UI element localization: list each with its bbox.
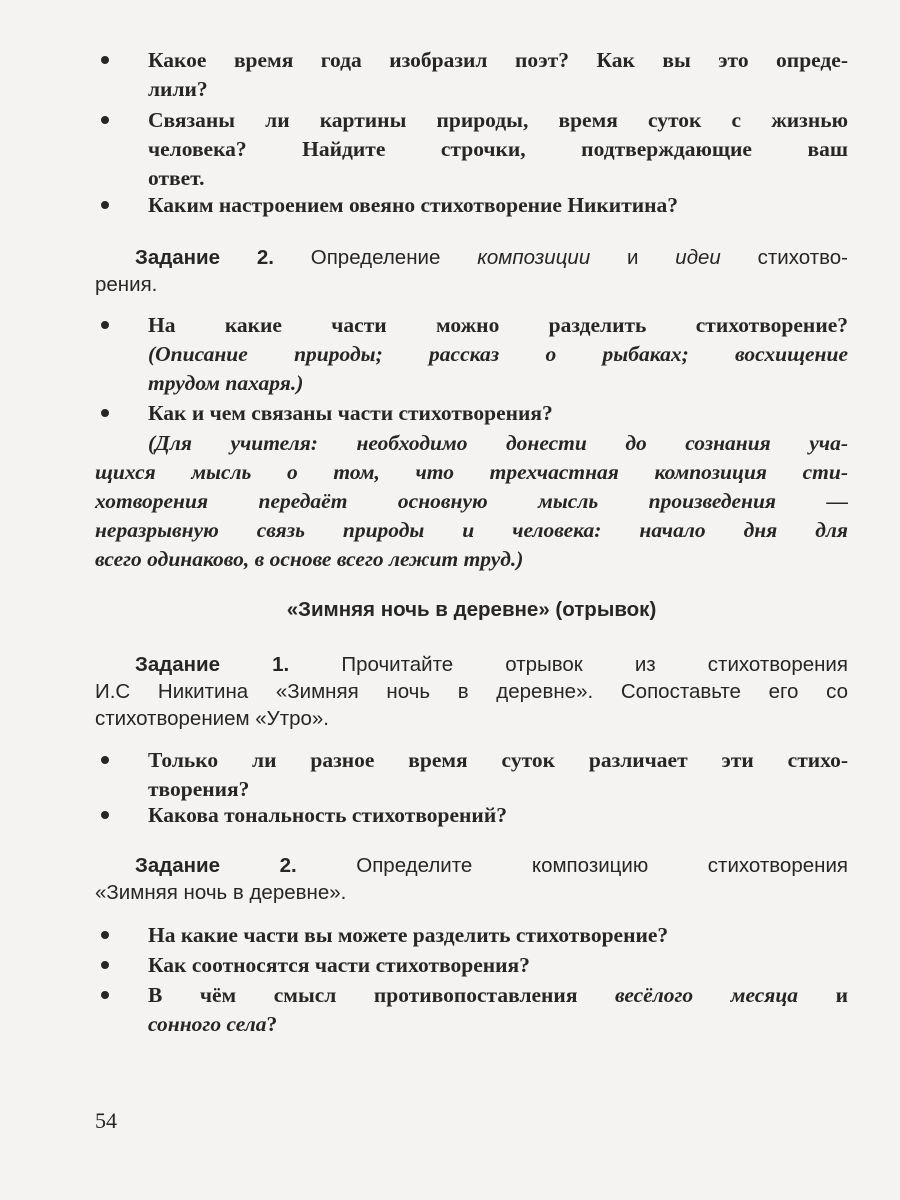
bullet-item (148, 311, 848, 398)
bullet-item (148, 746, 848, 804)
text-segment: Задание 1. (135, 653, 290, 676)
section-title (95, 595, 848, 624)
text-line (148, 191, 848, 220)
text-segment: Каким настроением овеяно стихотворение Никитина? (148, 193, 679, 217)
text-line (148, 311, 848, 340)
text-segment: идеи (675, 246, 721, 269)
text-segment: сонного села (148, 1012, 267, 1036)
bullet-icon (101, 991, 109, 999)
text-line (148, 106, 848, 135)
text-line (95, 545, 848, 574)
text-segment: лили? (148, 77, 208, 101)
text-line (148, 340, 848, 369)
bullet-icon (101, 201, 109, 209)
text-line (148, 981, 848, 1010)
text-segment: Задание 2. (135, 246, 274, 269)
text-segment: Как соотносятся части стихотворения? (148, 953, 530, 977)
text-segment: Определение (273, 246, 478, 269)
page-number: 54 (95, 1108, 117, 1133)
text-segment: (Описание природы; рассказ о рыбаках; восхищение (148, 342, 848, 366)
text-line (95, 429, 848, 458)
text-line (95, 705, 848, 732)
text-segment: На какие части можно разделить стихотворение? (148, 313, 848, 337)
bullet-item (148, 981, 848, 1039)
text-segment: ? (266, 1012, 278, 1036)
teacher-note (95, 429, 848, 574)
text-segment: Задание 2. (135, 854, 297, 877)
text-line (95, 271, 848, 298)
task-paragraph (95, 852, 848, 906)
bullet-item (148, 921, 848, 950)
text-segment: и (590, 246, 676, 269)
text-segment: всего одинаково, в основе всего лежит труд.) (95, 547, 524, 571)
text-segment: композиции (477, 246, 591, 269)
text-line (148, 399, 848, 428)
text-line (148, 951, 848, 980)
text-segment: хотворения передаёт основную мысль произведения — (95, 489, 848, 513)
text-segment: весёлого месяца (615, 983, 799, 1007)
text-segment: Какова тональность стихотворений? (148, 803, 507, 827)
bullet-item (148, 191, 848, 220)
text-line (148, 1010, 848, 1039)
text-segment: В чём смысл противопоставления (148, 983, 616, 1007)
bullet-item (148, 951, 848, 980)
text-segment: «Зимняя ночь в деревне» (отрывок) (286, 598, 657, 621)
bullet-icon (101, 56, 109, 64)
bullet-icon (101, 116, 109, 124)
text-segment: Связаны ли картины природы, время суток с жизнью (148, 108, 848, 132)
bullet-icon (101, 409, 109, 417)
text-segment: рения. (95, 273, 158, 296)
text-line (148, 746, 848, 775)
text-segment: человека? Найдите строчки, подтверждающие ваш (148, 137, 848, 161)
text-line (95, 516, 848, 545)
text-segment: Как и чем связаны части стихотворения? (148, 401, 553, 425)
bullet-icon (101, 931, 109, 939)
text-line (95, 879, 848, 906)
bullet-item (148, 801, 848, 830)
bullet-item (148, 106, 848, 193)
text-segment: Прочитайте отрывок из стихотворения (289, 653, 848, 676)
text-line (95, 244, 848, 271)
text-segment: (Для учителя: необходимо донести до сознания уча- (148, 431, 848, 455)
text-line (148, 75, 848, 104)
text-line (95, 651, 848, 678)
text-line (95, 852, 848, 879)
text-line (148, 164, 848, 193)
text-line (148, 135, 848, 164)
bullet-icon (101, 756, 109, 764)
text-line (148, 921, 848, 950)
text-segment: И.С Никитина «Зимняя ночь в деревне». Сопоставьте его со (95, 680, 848, 703)
bullet-item (148, 399, 848, 428)
task-paragraph (95, 651, 848, 732)
bullet-icon (101, 321, 109, 329)
text-line (95, 458, 848, 487)
bullet-icon (101, 811, 109, 819)
text-line (95, 595, 848, 624)
text-line (95, 487, 848, 516)
text-segment: На какие части вы можете разделить стихотворение? (148, 923, 669, 947)
text-line (148, 369, 848, 398)
text-segment: «Зимняя ночь в деревне». (95, 881, 347, 904)
text-segment: творения? (148, 777, 250, 801)
text-segment: и (798, 983, 848, 1007)
text-line (148, 775, 848, 804)
text-segment: стихотво- (720, 246, 848, 269)
text-segment: щихся мысль о том, что трехчастная композиция сти- (95, 460, 848, 484)
text-line (95, 678, 848, 705)
task-paragraph (95, 244, 848, 298)
bullet-icon (101, 961, 109, 969)
text-segment: Какое время года изобразил поэт? Как вы это опреде- (148, 48, 848, 72)
text-segment: трудом пахаря.) (148, 371, 304, 395)
text-line (148, 46, 848, 75)
text-segment: ответ. (148, 166, 205, 190)
text-segment: Определите композицию стихотворения (296, 854, 848, 877)
text-line (148, 801, 848, 830)
bullet-item (148, 46, 848, 104)
text-segment: неразрывную связь природы и человека: начало дня для (95, 518, 848, 542)
text-segment: Только ли разное время суток различает эти стихо- (148, 748, 848, 772)
text-segment: стихотворением «Утро». (95, 707, 329, 730)
